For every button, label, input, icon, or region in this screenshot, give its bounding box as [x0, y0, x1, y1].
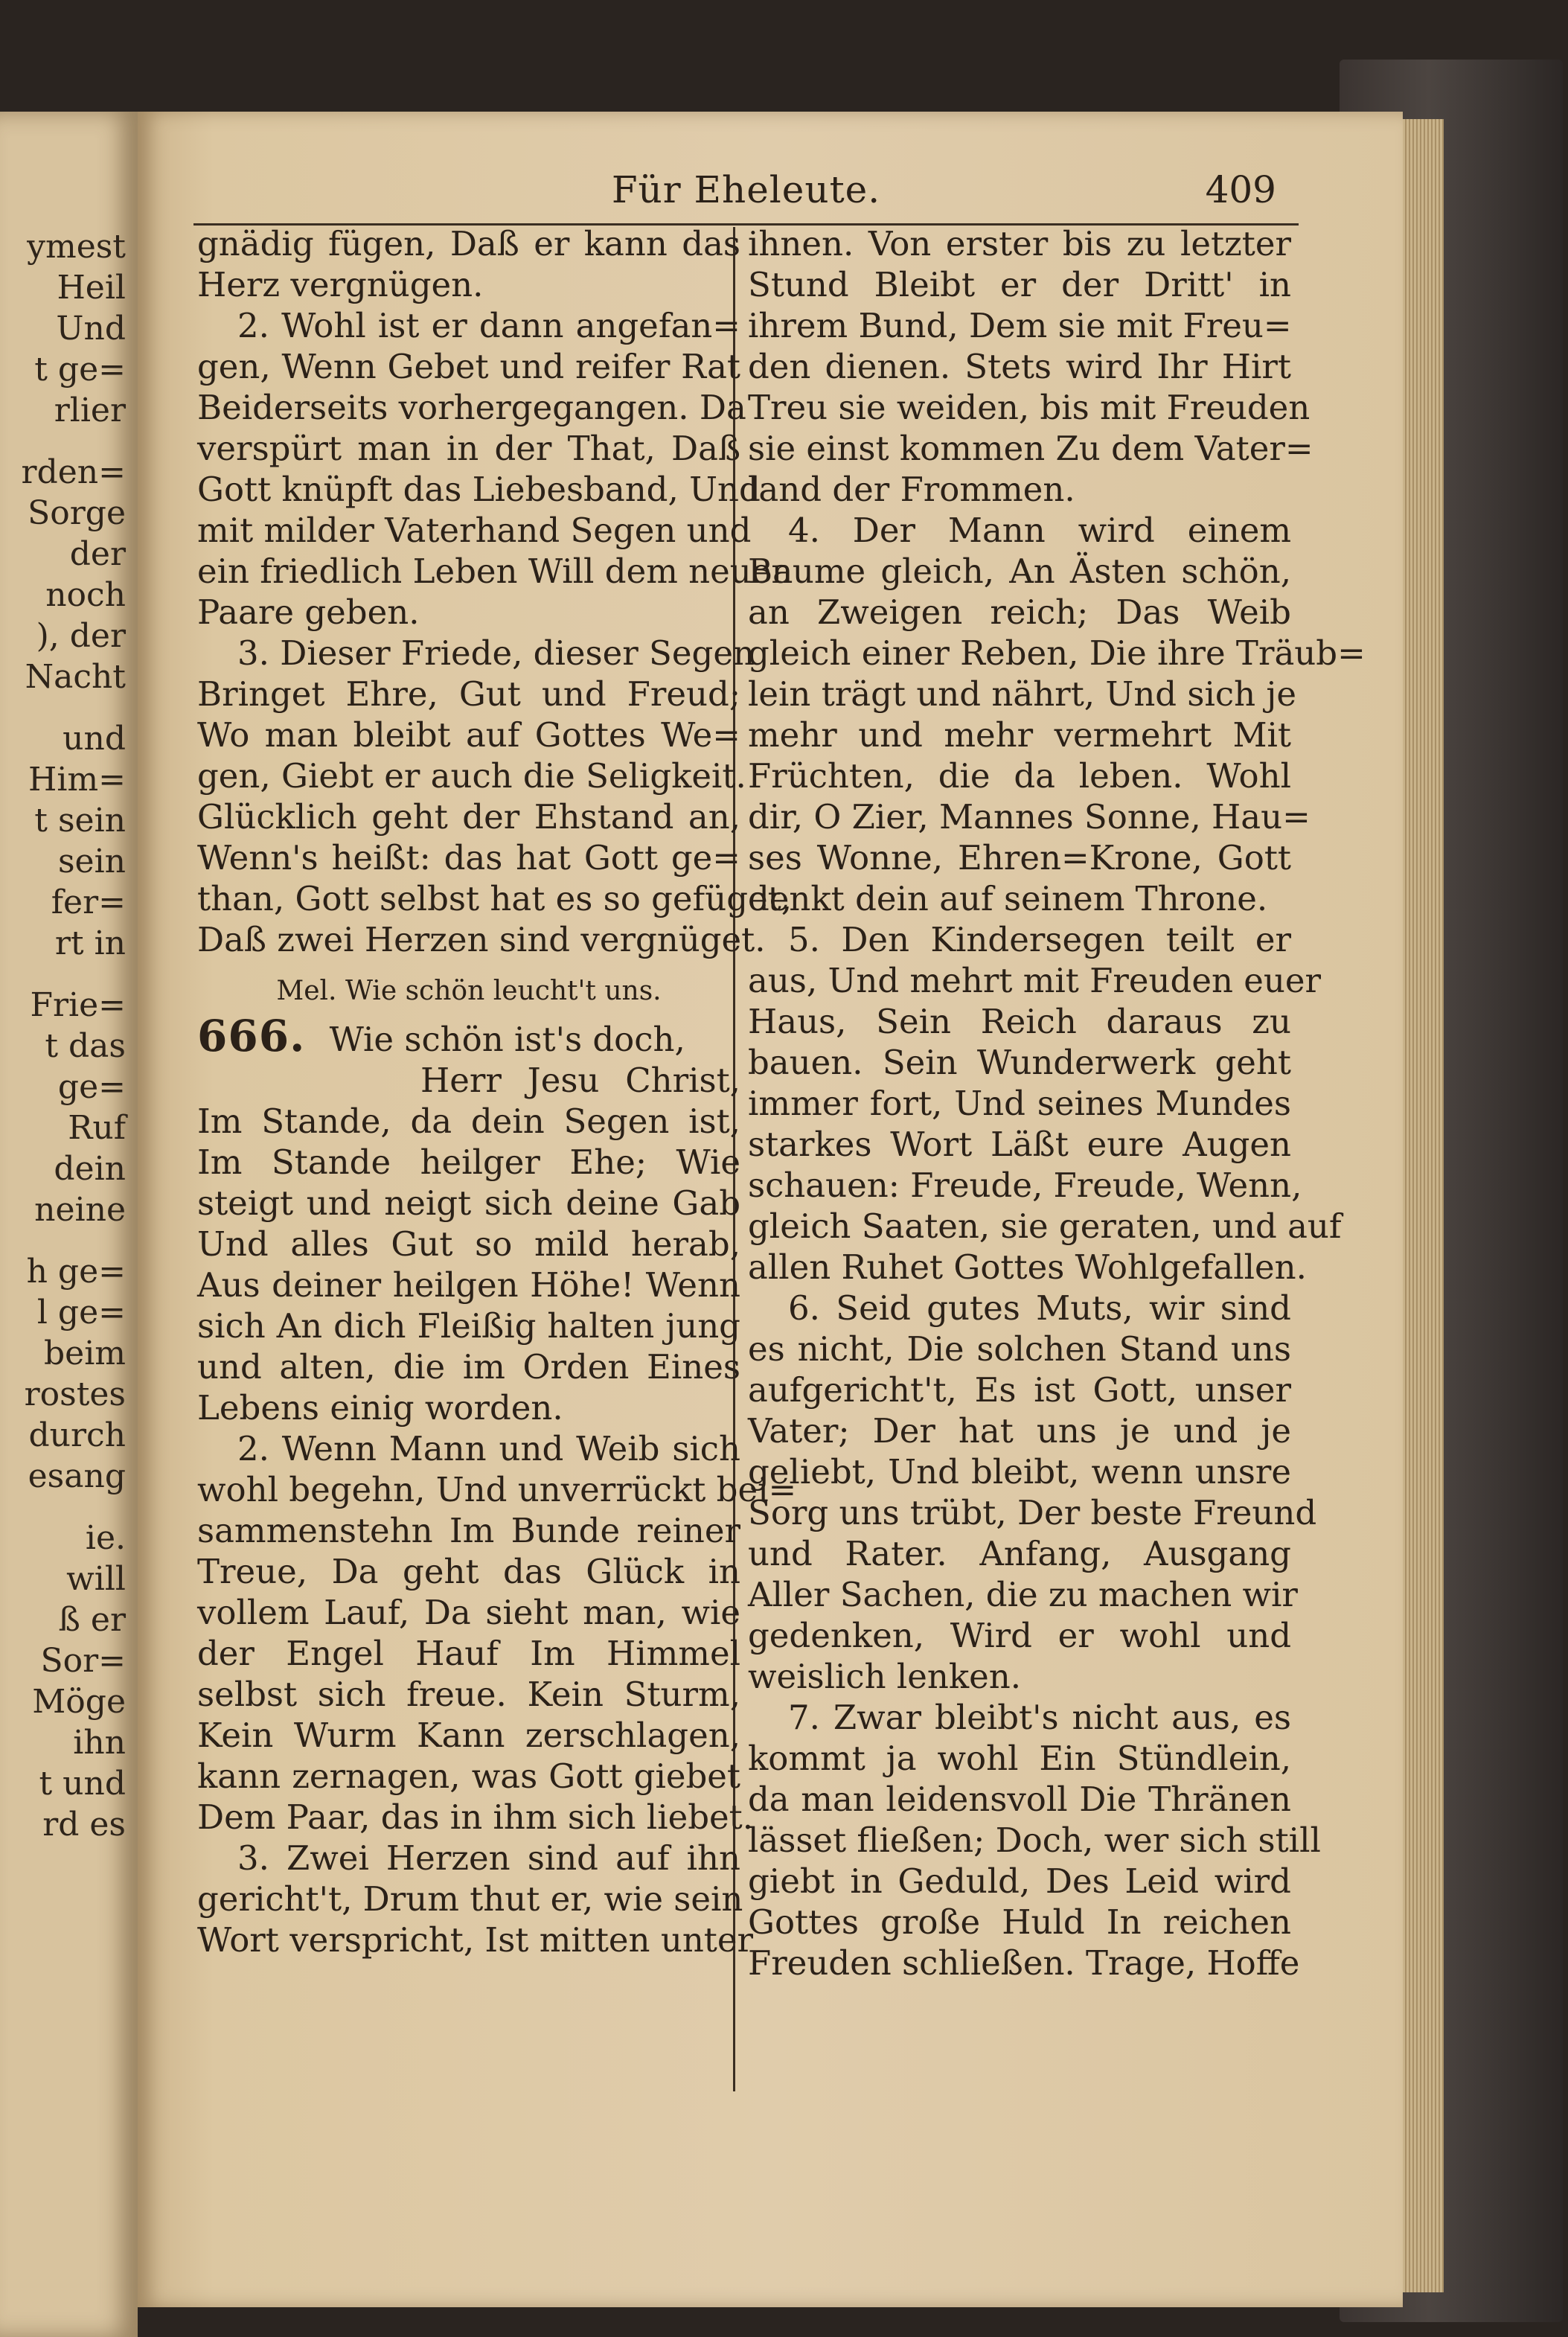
text-line: Im Stande, da dein Segen ist, — [197, 1102, 740, 1141]
text-line: und Rater. Anfang, Ausgang — [748, 1534, 1291, 1573]
left-page-fragment: rt in — [54, 924, 126, 962]
left-page-fragment: Sorge — [28, 494, 126, 532]
text-line: geliebt, Und bleibt, wenn unsre — [748, 1452, 1291, 1492]
left-page-fragment: sein — [57, 843, 126, 880]
text-line: Wort verspricht, Ist mitten unter — [197, 1920, 754, 1960]
hymn-stanza-3 — [197, 1838, 754, 1960]
text-line: mehr und mehr vermehrt Mit — [748, 715, 1291, 755]
text-line: than, Gott selbst hat es so gefüget, — [197, 879, 793, 918]
text-line: an Zweigen reich; Das Weib — [748, 592, 1291, 632]
text-line: 4. Der Mann wird einem — [788, 511, 1291, 550]
text-line: ihrem Bund, Dem sie mit Freu= — [748, 306, 1292, 345]
running-head — [193, 164, 1299, 226]
text-line: Stund Bleibt er der Dritt' in — [748, 265, 1291, 304]
text-line: aufgericht't, Es ist Gott, unser — [748, 1370, 1291, 1410]
text-line: Beiderseits vorhergegangen. Da — [197, 388, 746, 427]
text-line: gen, Wenn Gebet und reifer Rat — [197, 347, 740, 386]
left-page-fragment: beim — [44, 1334, 126, 1372]
left-page-fragment: rd es — [42, 1806, 126, 1844]
page-edges — [1399, 119, 1444, 2292]
hymn-number: 666. — [197, 1011, 306, 1061]
stanza-7 — [748, 1697, 1321, 1983]
text-line: Vater; Der hat uns je und je — [748, 1411, 1291, 1451]
hymn-heading — [197, 1012, 740, 1060]
text-line: Herr Jesu Christ, — [420, 1061, 740, 1100]
text-line: land der Frommen. — [748, 470, 1075, 509]
stanza-5 — [748, 919, 1342, 1288]
left-page-fragment: dein — [54, 1150, 126, 1188]
left-facing-page — [0, 112, 138, 2337]
stanza-2 — [197, 305, 793, 633]
left-page-fragment: t sein — [34, 802, 126, 840]
text-line: giebt in Geduld, Des Leid wird — [748, 1861, 1291, 1901]
left-page-fragment: Sor= — [40, 1642, 126, 1680]
left-page-fragment: Heil — [57, 269, 126, 307]
text-line: starkes Wort Läßt eure Augen — [748, 1125, 1291, 1164]
page-number: 409 — [1205, 168, 1276, 211]
left-page-fragment: will — [66, 1560, 126, 1598]
left-column — [197, 223, 797, 1960]
text-line: Herz vergnügen. — [197, 265, 484, 304]
left-page-fragment: ), der — [36, 617, 126, 655]
right-column — [748, 223, 1366, 1983]
left-page-fragment: Frie= — [30, 986, 126, 1024]
left-page-fragment: rlier — [54, 391, 126, 429]
left-page-fragment: ihn — [73, 1724, 126, 1762]
left-page-fragment: fer= — [51, 883, 126, 921]
left-page-fragment: rden= — [21, 453, 126, 491]
text-line: allen Ruhet Gottes Wohlgefallen. — [748, 1247, 1307, 1287]
text-line: Treu sie weiden, bis mit Freuden — [748, 388, 1311, 427]
text-line: Früchten, die da leben. Wohl — [748, 756, 1291, 796]
left-page-fragment: noch — [45, 576, 126, 614]
text-line: sich An dich Fleißig halten jung — [197, 1306, 740, 1346]
text-line: Wenn's heißt: das hat Gott ge= — [197, 838, 740, 877]
text-line: Baume gleich, An Ästen schön, — [748, 552, 1291, 591]
text-line: 3. Zwei Herzen sind auf ihn — [237, 1838, 740, 1878]
text-line: ihnen. Von erster bis zu letzter — [748, 224, 1291, 263]
text-line: ses Wonne, Ehren=Krone, Gott — [748, 838, 1291, 877]
text-line: sammenstehn Im Bunde reiner — [197, 1511, 740, 1550]
text-line: aus, Und mehrt mit Freuden euer — [748, 961, 1321, 1000]
left-page-fragment: Möge — [32, 1683, 126, 1721]
hymn-stanza-1 — [197, 1060, 740, 1428]
left-page-fragment: t ge= — [34, 351, 126, 389]
left-page-fragment: neine — [34, 1191, 126, 1229]
hymn-stanza-2 — [197, 1428, 797, 1838]
stanza-6 — [748, 1288, 1317, 1697]
text-line: Gott knüpft das Liebesband, Und — [197, 470, 761, 509]
text-line: gnädig fügen, Daß er kann das — [197, 224, 740, 263]
text-line: Glücklich geht der Ehstand an, — [197, 797, 740, 837]
text-line: denkt dein auf seinem Throne. — [748, 879, 1268, 918]
text-line: Lebens einig worden. — [197, 1388, 563, 1428]
left-page-fragment: ie. — [85, 1519, 126, 1557]
melody-line: Mel. Wie schön leucht't uns. — [276, 976, 662, 1006]
text-line: Aus deiner heilgen Höhe! Wenn — [197, 1265, 740, 1305]
text-line: selbst sich freue. Kein Sturm, — [197, 1675, 740, 1714]
text-line: dir, O Zier, Mannes Sonne, Hau= — [748, 797, 1311, 837]
text-line: Im Stande heilger Ehe; Wie — [197, 1142, 740, 1182]
text-line: 6. Seid gutes Muts, wir sind — [788, 1288, 1291, 1328]
text-line: gen, Giebt er auch die Seligkeit. — [197, 756, 746, 796]
text-line: da man leidensvoll Die Thränen — [748, 1780, 1291, 1819]
continuation-text — [197, 223, 740, 305]
left-page-fragment: h ge= — [26, 1253, 126, 1291]
text-line: und alten, die im Orden Eines — [197, 1347, 740, 1387]
text-line: Wo man bleibt auf Gottes We= — [197, 715, 740, 755]
stanza-4 — [748, 510, 1366, 919]
left-page-fragment: durch — [28, 1416, 126, 1454]
left-page-fragment: Und — [56, 310, 126, 348]
left-page-fragment: rostes — [24, 1375, 126, 1413]
text-line: 5. Den Kindersegen teilt er — [788, 920, 1291, 959]
continuation-text — [748, 223, 1313, 510]
text-line: Freuden schließen. Trage, Hoffe — [748, 1943, 1300, 1983]
text-line: ein friedlich Leben Will dem neuen — [197, 552, 793, 591]
text-line: der Engel Hauf Im Himmel — [197, 1634, 740, 1673]
text-line: lein trägt und nährt, Und sich je — [748, 674, 1296, 714]
left-page-fragment: Ruf — [68, 1109, 126, 1147]
text-line: 7. Zwar bleibt's nicht aus, es — [788, 1698, 1291, 1737]
page-title: Für Eheleute. — [611, 168, 881, 211]
left-page-fragment: esang — [28, 1457, 126, 1495]
text-line: gericht't, Drum thut er, wie sein — [197, 1879, 743, 1919]
left-page-fragment: t das — [45, 1027, 126, 1065]
text-line: Bringet Ehre, Gut und Freud; — [197, 674, 740, 714]
text-line: den dienen. Stets wird Ihr Hirt — [748, 347, 1291, 386]
text-line: gleich einer Reben, Die ihre Träub= — [748, 633, 1366, 673]
text-line: steigt und neigt sich deine Gab — [197, 1183, 740, 1223]
hymn-first-line: Wie schön ist's doch, — [329, 1020, 685, 1059]
text-line: es nicht, Die solchen Stand uns — [748, 1329, 1291, 1369]
left-page-fragment: ymest — [27, 228, 126, 266]
text-line: 2. Wenn Mann und Weib sich — [237, 1429, 740, 1468]
text-line: 3. Dieser Friede, dieser Segen — [237, 633, 755, 673]
text-line: bauen. Sein Wunderwerk geht — [748, 1043, 1291, 1082]
text-line: 2. Wohl ist er dann angefan= — [237, 306, 740, 345]
text-line: Haus, Sein Reich daraus zu — [748, 1002, 1291, 1041]
text-line: verspürt man in der That, Daß — [197, 429, 740, 468]
left-page-fragment: Him= — [28, 761, 126, 799]
left-page-fragment: der — [69, 535, 126, 573]
left-page-fragment: l ge= — [36, 1294, 126, 1331]
left-page-fragment: Nacht — [25, 658, 126, 696]
text-line: Daß zwei Herzen sind vergnüget. — [197, 920, 766, 959]
text-line: Paare geben. — [197, 592, 420, 632]
text-line: gedenken, Wird er wohl und — [748, 1616, 1291, 1655]
text-line: kann zernagen, was Gott giebet — [197, 1756, 740, 1796]
text-line: Dem Paar, das in ihm sich liebet. — [197, 1797, 754, 1837]
text-line: Aller Sachen, die zu machen wir — [748, 1575, 1298, 1614]
text-line: Kein Wurm Kann zerschlagen, — [197, 1716, 740, 1755]
text-line: Und alles Gut so mild herab, — [197, 1224, 740, 1264]
text-line: immer fort, Und seines Mundes — [748, 1084, 1291, 1123]
text-line: gleich Saaten, sie geraten, und auf — [748, 1206, 1342, 1246]
text-line: schauen: Freude, Freude, Wenn, — [748, 1166, 1302, 1205]
hymnal-page — [138, 112, 1403, 2307]
left-page-fragment: ge= — [57, 1068, 126, 1106]
left-page-fragment: ß er — [58, 1601, 126, 1639]
text-line: Gottes große Huld In reichen — [748, 1902, 1291, 1942]
left-page-fragment: t und — [39, 1765, 126, 1803]
text-line: sie einst kommen Zu dem Vater= — [748, 429, 1313, 468]
left-page-fragment: und — [63, 720, 126, 758]
text-line: Treue, Da geht das Glück in — [197, 1552, 740, 1591]
text-line: weislich lenken. — [748, 1657, 1022, 1696]
text-line: vollem Lauf, Da sieht man, wie — [197, 1593, 740, 1632]
text-line: lässet fließen; Doch, wer sich still — [748, 1820, 1321, 1860]
stanza-3 — [197, 633, 793, 960]
text-line: Sorg uns trübt, Der beste Freund — [748, 1493, 1317, 1532]
text-line: kommt ja wohl Ein Stündlein, — [748, 1739, 1291, 1778]
text-line: wohl begehn, Und unverrückt bei= — [197, 1470, 797, 1509]
text-line: mit milder Vaterhand Segen und — [197, 511, 752, 550]
